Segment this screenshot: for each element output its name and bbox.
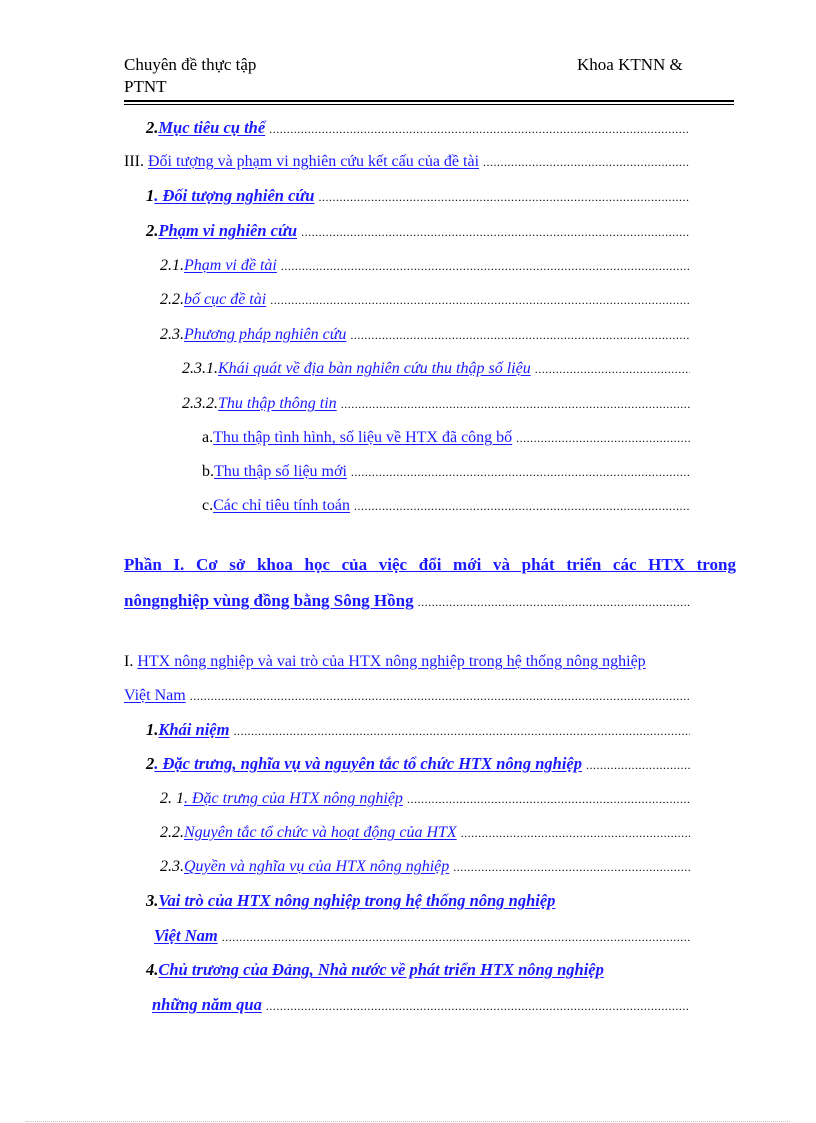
dot-leader <box>461 821 690 845</box>
toc-entry-2-3-1[interactable]: 2.3.1. Khái quát về địa bàn nghiên cứu thu thập số liệu ..... <box>182 357 690 381</box>
toc-link[interactable]: Thu thập tình hình, số liệu về HTX đã công bố <box>213 429 513 446</box>
toc-entry-2-3[interactable]: 2.3. Phương pháp nghiên cứu ..... <box>160 323 690 347</box>
toc-entry-2-2-nguyen-tac[interactable]: 2.2. Nguyên tắc tổ chức và hoạt động của HTX ..... <box>160 821 690 845</box>
dot-leader <box>270 288 690 312</box>
header-left-line2: PTNT <box>124 77 167 96</box>
dot-leader <box>535 357 690 381</box>
dot-leader <box>190 684 690 708</box>
toc-entry-khai-niem[interactable]: 1. Khái niệm ..... <box>146 718 690 742</box>
part1-heading-line1[interactable]: Phần I. Cơ sở khoa học của việc đổi mới và phát triển các HTX trong <box>124 555 736 574</box>
dot-leader <box>341 392 690 416</box>
toc-link[interactable]: Thu thập thông tin <box>218 395 337 412</box>
toc-link[interactable]: những năm qua <box>152 995 262 1014</box>
toc-entry-2-3-quyen[interactable]: 2.3. Quyền và nghĩa vụ của HTX nông nghiệp ..... <box>160 855 690 879</box>
toc-link[interactable]: Quyền và nghĩa vụ của HTX nông nghiệp <box>184 858 450 875</box>
dot-leader <box>483 150 690 174</box>
toc-entry-part1-line2[interactable] <box>124 589 690 613</box>
toc-entry-chu-truong-line1[interactable]: 4.Chủ trương của Đảng, Nhà nước về phát triển HTX nông nghiệp <box>146 960 604 979</box>
toc-entry-2-1[interactable]: 2.1. Phạm vi đề tài ..... <box>160 254 690 278</box>
toc-link[interactable]: Thu thập số liệu mới <box>214 463 347 480</box>
toc-entry-doi-tuong-pham-vi[interactable]: III. Đối tượng và phạm vi nghiên cứu kết cấu của đề tài ..... <box>124 150 690 174</box>
dot-leader <box>222 925 690 949</box>
toc-entry-dac-trung[interactable]: 2 . Đặc trưng, nghĩa vụ và nguyên tắc tổ chức HTX nông nghiệp ..... <box>146 752 690 776</box>
toc-link[interactable]: nôngnghiệp vùng đồng bằng Sông Hồng <box>124 591 414 610</box>
toc-link[interactable]: Việt Nam <box>124 687 186 704</box>
toc-entry-vai-tro-line1[interactable]: 3.Vai trò của HTX nông nghiệp trong hệ thống nông nghiệp <box>146 891 556 910</box>
dot-leader <box>266 994 690 1018</box>
header-left-line1: Chuyên đề thực tập <box>124 55 257 74</box>
dot-leader <box>418 590 690 614</box>
dot-leader <box>350 323 690 347</box>
toc-link[interactable]: Chủ trương của Đảng, Nhà nước về phát triển HTX nông nghiệp <box>158 960 604 979</box>
toc-entry-b[interactable]: b. Thu thập số liệu mới ..... <box>202 460 690 484</box>
toc-entry-2-2[interactable]: 2.2. bố cục đề tài ..... <box>160 288 690 312</box>
toc-link[interactable]: Đối tượng và phạm vi nghiên cứu kết cấu của đề tài <box>147 153 480 170</box>
dot-leader <box>516 426 690 450</box>
toc-entry-pham-vi-nghien-cuu[interactable]: 2. Phạm vi nghiên cứu ..... <box>146 219 690 243</box>
toc-entry-a[interactable]: a. Thu thập tình hình, số liệu về HTX đã công bố ..... <box>202 426 690 450</box>
dot-leader <box>453 855 690 879</box>
toc-link[interactable]: . Đặc trưng của HTX nông nghiệp <box>184 790 403 807</box>
page-bottom-border <box>26 1121 790 1122</box>
toc-entry-vai-tro-line2[interactable] <box>154 924 690 948</box>
toc-link[interactable]: . Đặc trưng, nghĩa vụ và nguyên tắc tổ chức HTX nông nghiệp <box>154 754 582 773</box>
toc-entry-htx-line2[interactable] <box>124 684 690 708</box>
toc-link[interactable]: Phạm vi đề tài <box>184 257 277 274</box>
dot-leader <box>301 220 690 244</box>
toc-link[interactable]: Việt Nam <box>154 926 218 945</box>
toc-link[interactable]: Nguyên tắc tổ chức và hoạt động của HTX <box>184 824 457 841</box>
dot-leader <box>233 719 690 743</box>
header-right: Khoa KTNN & <box>577 55 683 74</box>
toc-link[interactable]: Mục tiêu cụ thể <box>158 118 266 137</box>
toc-link[interactable]: Khái niệm <box>158 720 230 739</box>
dot-leader <box>318 185 690 209</box>
dot-leader <box>586 753 690 777</box>
toc-entry-doi-tuong-nghien-cuu[interactable]: 1 . Đối tượng nghiên cứu ..... <box>146 184 690 208</box>
dot-leader <box>351 460 690 484</box>
toc-entry-htx-line1[interactable]: I. HTX nông nghiệp và vai trò của HTX nông nghiệp trong hệ thống nông nghiệp <box>124 653 646 670</box>
toc-link[interactable]: Các chỉ tiêu tính toán <box>213 497 350 514</box>
toc-link[interactable]: Phạm vi nghiên cứu <box>158 221 298 240</box>
toc-link[interactable]: HTX nông nghiệp và vai trò của HTX nông nghiệp trong hệ thống nông nghiệp <box>137 653 646 670</box>
toc-link[interactable]: bố cục đề tài <box>184 291 267 308</box>
toc-entry-chu-truong-line2[interactable] <box>152 993 690 1017</box>
toc-entry-c[interactable]: c. Các chỉ tiêu tính toán ..... <box>202 494 690 518</box>
dot-leader <box>269 117 690 141</box>
toc-link[interactable]: Vai trò của HTX nông nghiệp trong hệ thống nông nghiệp <box>158 891 556 910</box>
toc-link[interactable]: Khái quát về địa bàn nghiên cứu thu thập số liệu <box>218 360 531 377</box>
toc-link[interactable]: . Đối tượng nghiên cứu <box>154 186 315 205</box>
toc-entry-2-3-2[interactable]: 2.3.2. Thu thập thông tin ..... <box>182 392 690 416</box>
dot-leader <box>407 787 690 811</box>
toc-link[interactable]: Phương pháp nghiên cứu <box>184 326 347 343</box>
toc-entry-2-1-dac-trung[interactable]: 2. 1 . Đặc trưng của HTX nông nghiệp ..... <box>160 787 690 811</box>
toc-entry-muc-tieu-cu-the[interactable]: 2. Mục tiêu cụ thể ..... <box>146 116 690 140</box>
dot-leader <box>281 254 690 278</box>
dot-leader <box>354 494 690 518</box>
